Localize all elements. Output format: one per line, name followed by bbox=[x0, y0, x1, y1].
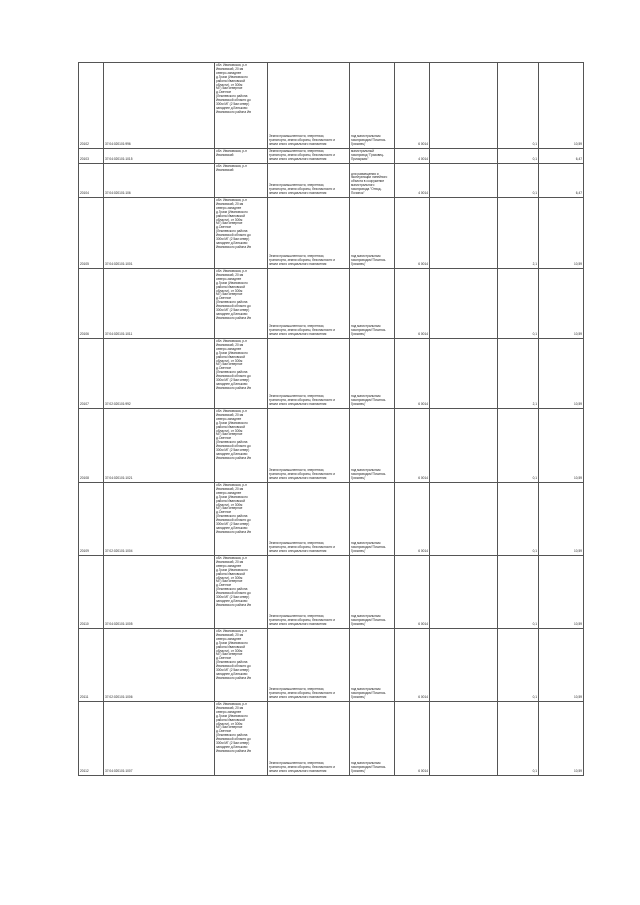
value-cell: 10,59 bbox=[539, 702, 584, 776]
empty-cell bbox=[430, 629, 498, 702]
land-category-cell: Земли промышленности, энергетики, транспорта, земли обороны, безопасности и земли иного специального назначения bbox=[268, 483, 350, 556]
address-cell: обл. Ивановская, р-н Ивановский, 20 км северо-западнее д.Грачи (Ивановского района Ивановской области), от 300м МГ) 5км северное д.Светлое (Лежневского района Ивановской области до 300м МГ (2 5км север) западнее д.Бельково Ивановского района Ив bbox=[215, 63, 268, 149]
address-cell: обл. Ивановская, р-н Ивановский, 20 км северо-западнее д.Грачи (Ивановского района Ивановской области), от 300м МГ) 5км северное д.Светлое (Лежневского района Ивановской области до 300м МГ (2 5км север) западнее д.Бельково Ивановского района Ив bbox=[215, 409, 268, 483]
land-category-cell: Земли промышленности, энергетики, транспорта, земли обороны, безопасности и земли иного специального назначения bbox=[268, 164, 350, 198]
cadastral-number-cell: 37:04:020101:1021 bbox=[104, 409, 215, 483]
share-cell: 0,1 bbox=[498, 63, 539, 149]
permitted-use-cell: магистральный газопровод "Грязовец- Приокрывс" bbox=[350, 149, 395, 164]
land-category-cell: Земли промышленности, энергетики, транспорта, земли обороны, безопасности и земли иного специального назначения bbox=[268, 702, 350, 776]
table-row bbox=[79, 149, 584, 164]
cadastral-number-cell: 37:04:020101:106 bbox=[104, 164, 215, 198]
area-cell: 6 0014 bbox=[395, 339, 430, 409]
permitted-use-cell: под магистральным газопроводом"Починок- Грязовец" bbox=[350, 198, 395, 269]
empty-cell bbox=[430, 339, 498, 409]
area-cell: 6 0014 bbox=[395, 198, 430, 269]
cadastral-number-cell: 37:04:020101:1007 bbox=[104, 702, 215, 776]
row-number-cell: 20107 bbox=[79, 339, 104, 409]
area-cell: 6 0014 bbox=[395, 63, 430, 149]
area-cell: 6 0014 bbox=[395, 269, 430, 339]
row-number-cell: 20105 bbox=[79, 198, 104, 269]
address-cell: обл. Ивановская, р-н Ивановский bbox=[215, 149, 268, 164]
address-cell: обл. Ивановская, р-н Ивановский bbox=[215, 164, 268, 198]
value-cell: 10,59 bbox=[539, 269, 584, 339]
address-cell: обл. Ивановская, р-н Ивановский, 20 км северо-западнее д.Грачи (Ивановского района Ивановской области), от 300м МГ) 5км северное д.Светлое (Лежневского района Ивановской области до 300м МГ (2 5км север) западнее д.Бельково Ивановского района Ив bbox=[215, 198, 268, 269]
empty-cell bbox=[430, 409, 498, 483]
value-cell: 10,59 bbox=[539, 556, 584, 629]
share-cell: 0,1 bbox=[498, 149, 539, 164]
land-category-cell: Земли промышленности, энергетики, транспорта, земли обороны, безопасности и земли иного специального назначения bbox=[268, 269, 350, 339]
permitted-use-cell: под магистральным газопроводом"Починок- Грязовец" bbox=[350, 269, 395, 339]
empty-cell bbox=[430, 483, 498, 556]
share-cell: 0,1 bbox=[498, 409, 539, 483]
cadastral-number-cell: 37:04:020101:1005 bbox=[104, 556, 215, 629]
table-row bbox=[79, 702, 584, 776]
land-category-cell: Земли промышленности, энергетики, транспорта, земли обороны, безопасности и земли иного специального назначения bbox=[268, 149, 350, 164]
value-cell: 10,59 bbox=[539, 483, 584, 556]
cadastral-number-cell: 37:02:020101:1006 bbox=[104, 629, 215, 702]
address-cell: обл. Ивановская, р-н Ивановский, 20 км северо-западнее д.Грачи (Ивановского района Ивановской области), от 300м МГ) 5км северное д.Светлое (Лежневского района Ивановской области до 300м МГ (2 5км север) западнее д.Бельково Ивановского района Ив bbox=[215, 556, 268, 629]
share-cell: 2,1 bbox=[498, 339, 539, 409]
value-cell: 10,59 bbox=[539, 409, 584, 483]
land-category-cell: Земли промышленности, энергетики, транспорта, земли обороны, безопасности и земли иного специального назначения bbox=[268, 339, 350, 409]
share-cell: 0,1 bbox=[498, 629, 539, 702]
table-row bbox=[79, 63, 584, 149]
table-row bbox=[79, 483, 584, 556]
value-cell: 6,47 bbox=[539, 149, 584, 164]
land-registry-table bbox=[78, 62, 584, 776]
address-cell: обл. Ивановская, р-н Ивановский, 20 км северо-западнее д.Грачи (Ивановского района Ивановской области), от 300м МГ) 5км северное д.Светлое (Лежневского района Ивановской области до 300м МГ (2 5км север) западнее д.Бельково Ивановского района Ив bbox=[215, 629, 268, 702]
share-cell: 0,1 bbox=[498, 164, 539, 198]
table-row bbox=[79, 164, 584, 198]
permitted-use-cell: под магистральным газопроводом"Починок- Грязовец" bbox=[350, 339, 395, 409]
table-row bbox=[79, 409, 584, 483]
address-cell: обл. Ивановская, р-н Ивановский, 20 км северо-западнее д.Грачи (Ивановского района Ивановской области), от 300м МГ) 5км северное д.Светлое (Лежневского района Ивановской области до 300м МГ (2 5км север) западнее д.Бельково Ивановского района Ив bbox=[215, 269, 268, 339]
row-number-cell: 20109 bbox=[79, 483, 104, 556]
land-category-cell: Земли промышленности, энергетики, транспорта, земли обороны, безопасности и земли иного специального назначения bbox=[268, 409, 350, 483]
row-number-cell: 20108 bbox=[79, 409, 104, 483]
table-row bbox=[79, 339, 584, 409]
cadastral-number-cell: 37:04:020101:1015 bbox=[104, 149, 215, 164]
area-cell: 6 0014 bbox=[395, 483, 430, 556]
area-cell: 4 0014 bbox=[395, 149, 430, 164]
area-cell: 6 0014 bbox=[395, 702, 430, 776]
table-body bbox=[79, 63, 584, 776]
land-category-cell: Земли промышленности, энергетики, транспорта, земли обороны, безопасности и земли иного специального назначения bbox=[268, 198, 350, 269]
area-cell: 6 0014 bbox=[395, 409, 430, 483]
share-cell: 0,1 bbox=[498, 483, 539, 556]
row-number-cell: 20110 bbox=[79, 556, 104, 629]
cadastral-number-cell: 37:02:020101:992 bbox=[104, 339, 215, 409]
permitted-use-cell: под магистральным газопроводом"Починок- Грязовец" bbox=[350, 629, 395, 702]
value-cell: 10,59 bbox=[539, 339, 584, 409]
table-row bbox=[79, 629, 584, 702]
share-cell: 0,1 bbox=[498, 269, 539, 339]
area-cell: 6 0014 bbox=[395, 629, 430, 702]
value-cell: 6,47 bbox=[539, 164, 584, 198]
value-cell: 10,59 bbox=[539, 629, 584, 702]
value-cell: 10,59 bbox=[539, 198, 584, 269]
permitted-use-cell: под магистральным газопроводом"Починок- Грязовец" bbox=[350, 483, 395, 556]
empty-cell bbox=[430, 702, 498, 776]
cadastral-number-cell: 37:04:020101:996 bbox=[104, 63, 215, 149]
permitted-use-cell: для размещения и эксплуатации линейного объекта в сооружение магистрального газопровода "Отвод- Починок" bbox=[350, 164, 395, 198]
permitted-use-cell: под магистральным газопроводом"Починок- Грязовец" bbox=[350, 63, 395, 149]
table-row bbox=[79, 556, 584, 629]
area-cell: 6 0014 bbox=[395, 556, 430, 629]
row-number-cell: 20102 bbox=[79, 63, 104, 149]
address-cell: обл. Ивановская, р-н Ивановский, 20 км северо-западнее д.Грачи (Ивановского района Ивановской области), от 300м МГ) 5км северное д.Светлое (Лежневского района Ивановской области до 300м МГ (2 5км север) западнее д.Бельково Ивановского района Ив bbox=[215, 702, 268, 776]
value-cell: 10,59 bbox=[539, 63, 584, 149]
share-cell: 0,1 bbox=[498, 702, 539, 776]
share-cell: 2,1 bbox=[498, 198, 539, 269]
cadastral-number-cell: 37:02:020101:1004 bbox=[104, 483, 215, 556]
permitted-use-cell: под магистральным газопроводом"Починок- Грязовец" bbox=[350, 702, 395, 776]
share-cell: 0,1 bbox=[498, 556, 539, 629]
land-category-cell: Земли промышленности, энергетики, транспорта, земли обороны, безопасности и земли иного специального назначения bbox=[268, 556, 350, 629]
address-cell: обл. Ивановская, р-н Ивановский, 20 км северо-западнее д.Грачи (Ивановского района Ивановской области), от 300м МГ) 5км северное д.Светлое (Лежневского района Ивановской области до 300м МГ (2 5км север) западнее д.Бельково Ивановского района Ив bbox=[215, 339, 268, 409]
row-number-cell: 20104 bbox=[79, 164, 104, 198]
empty-cell bbox=[430, 556, 498, 629]
permitted-use-cell: под магистральным газопроводом"Починок- Грязовец" bbox=[350, 556, 395, 629]
table-row bbox=[79, 269, 584, 339]
row-number-cell: 20111 bbox=[79, 629, 104, 702]
cadastral-number-cell: 37:04:020101:1011 bbox=[104, 269, 215, 339]
empty-cell bbox=[430, 63, 498, 149]
address-cell: обл. Ивановская, р-н Ивановский, 20 км северо-западнее д.Грачи (Ивановского района Ивановской области), от 300м МГ) 5км северное д.Светлое (Лежневского района Ивановской области до 300м МГ (2 5км север) западнее д.Бельково Ивановского района Ив bbox=[215, 483, 268, 556]
cadastral-number-cell: 37:04:020101:1001 bbox=[104, 198, 215, 269]
empty-cell bbox=[430, 164, 498, 198]
empty-cell bbox=[430, 198, 498, 269]
table-row bbox=[79, 198, 584, 269]
land-category-cell: Земли промышленности, энергетики, транспорта, земли обороны, безопасности и земли иного специального назначения bbox=[268, 63, 350, 149]
permitted-use-cell: под магистральным газопроводом"Починок- Грязовец" bbox=[350, 409, 395, 483]
row-number-cell: 20103 bbox=[79, 149, 104, 164]
row-number-cell: 20112 bbox=[79, 702, 104, 776]
empty-cell bbox=[430, 149, 498, 164]
area-cell: 4 0014 bbox=[395, 164, 430, 198]
empty-cell bbox=[430, 269, 498, 339]
row-number-cell: 20106 bbox=[79, 269, 104, 339]
land-category-cell: Земли промышленности, энергетики, транспорта, земли обороны, безопасности и земли иного специального назначения bbox=[268, 629, 350, 702]
